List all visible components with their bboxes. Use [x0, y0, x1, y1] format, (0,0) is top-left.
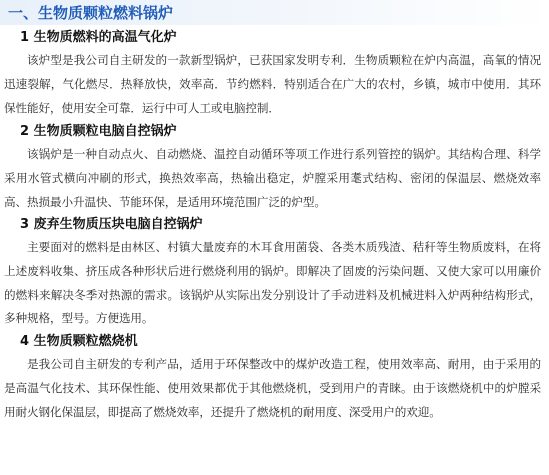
- section-paragraph: 该炉型是我公司自主研发的一款新型锅炉，已获国家发明专利．生物质颗粒在炉内高温，高氧的情况迅速裂解，气化燃尽．热释放快，效率高．节约燃料．特别适合在广大的农村，乡镇，城市中使用．其环保性能好，使用安全可靠．运行中可人工或电脑控制．: [4, 53, 541, 115]
- section-title: 1 生物质燃料的高温气化炉: [20, 30, 177, 45]
- section-title: 4 生物质颗粒燃烧机: [20, 334, 138, 349]
- section-waste-biomass-boiler: [0, 215, 549, 331]
- section-title: 2 生物质颗粒电脑自控锅炉: [20, 124, 177, 139]
- section-paragraph: 该锅炉是一种自动点火、自动燃烧、温控自动循环等项工作进行系列管控的锅炉。其结构合理、科学采用水管式横向冲刷的形式，换热效率高，热输出稳定，炉膛采用耄式结构、密闭的保温层、燃烧效率高、热损最小升温快、节能环保，是适用环境范围广泛的炉型。: [4, 147, 541, 209]
- heading-bar: [0, 0, 549, 25]
- page-title: 一、生物质颗粒燃料锅炉: [8, 4, 174, 22]
- section-computer-controlled-boiler: [0, 122, 549, 214]
- section-title: 3 废弃生物质压块电脑自控锅炉: [20, 217, 203, 232]
- section-pellet-burner: [0, 332, 549, 424]
- section-paragraph: 是我公司自主研发的专利产品，适用于环保整改中的煤炉改造工程，使用效率高、耐用，由于采用的是高温气化技术、其环保性能、使用效果都优于其他燃烧机，受到用户的青睐。由于该燃烧机中的炉膛采用耐火钢化保温层，即提高了燃烧效率，还提升了燃烧机的耐用度、深受用户的欢迎。: [4, 357, 541, 419]
- section-paragraph: 主要面对的燃料是由林区、村镇大量废弃的木耳食用菌袋、各类木质残渣、秸秆等生物质废料，在将上述废料收集、挤压成各种形状后进行燃烧利用的锅炉。即解决了固废的污染问题、又使大家可以用廉价的燃料来解决冬季对热源的需求。该锅炉从实际出发分别设计了手动进料及机械进料入炉两种结构形式，多种规格，型号。方便选用。: [4, 240, 541, 326]
- section-high-temp-gasifier: [0, 28, 549, 120]
